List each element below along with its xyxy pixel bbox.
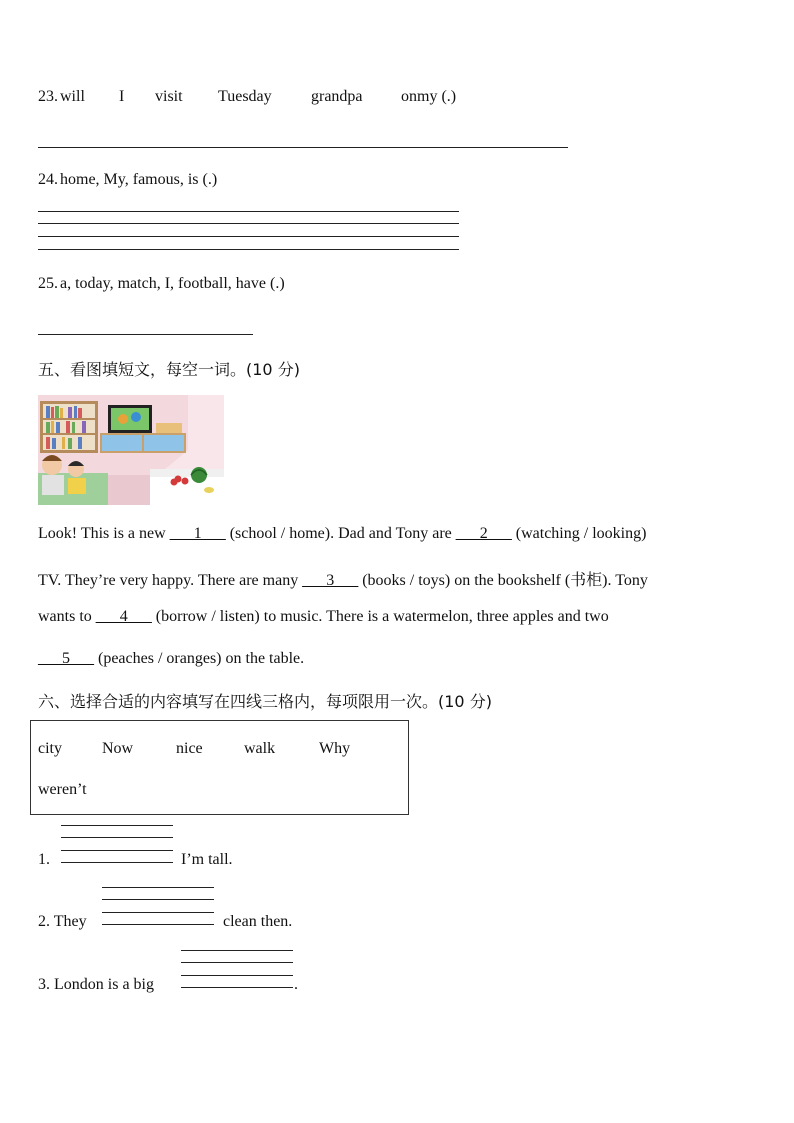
passage-text: TV. They’re very happy. There are many <box>38 572 303 589</box>
passage-line-2 <box>38 567 648 590</box>
answer-line[interactable] <box>38 236 459 237</box>
living-room-picture <box>38 395 224 505</box>
section-5-heading: 五、看图填短文，每空一词。(10 分) <box>38 360 300 379</box>
passage-text: wants to <box>38 608 96 625</box>
item-prefix: 1. <box>38 851 50 868</box>
answer-line[interactable] <box>38 211 459 212</box>
passage-text: (borrow / listen) to music. There is a watermelon, three apples and two <box>151 608 609 625</box>
passage-line-4 <box>38 650 304 668</box>
question-number: 24. <box>38 171 58 188</box>
blank-4[interactable]: ___4___ <box>95 608 152 625</box>
word-token: will <box>60 88 85 105</box>
word-bank-item[interactable]: city <box>38 740 62 757</box>
passage-text: (peaches / oranges) on the table. <box>94 650 305 667</box>
word-token: visit <box>155 88 183 105</box>
answer-line[interactable] <box>38 223 459 224</box>
word-bank-item[interactable]: weren’t <box>38 781 87 798</box>
answer-line[interactable] <box>38 334 253 335</box>
blank-5[interactable]: ___5___ <box>38 650 94 667</box>
four-line-grid[interactable] <box>61 825 173 865</box>
word-bank-item[interactable]: walk <box>244 740 276 757</box>
question-text: a, today, match, I, football, have (.) <box>60 275 285 292</box>
word-bank-box <box>30 720 409 815</box>
passage-text: Look! This is a new <box>38 525 170 542</box>
item-prefix: 2. They <box>38 913 87 930</box>
word-token: onmy (.) <box>401 88 457 105</box>
word-token: Tuesday <box>218 88 272 105</box>
word-bank-item[interactable]: nice <box>176 740 203 757</box>
four-line-grid[interactable] <box>181 950 293 990</box>
answer-line[interactable] <box>38 249 459 250</box>
blank-3[interactable]: ___3___ <box>302 572 359 589</box>
item-suffix: . <box>294 976 298 993</box>
question-text: home, My, famous, is (.) <box>60 171 218 188</box>
four-line-grid[interactable] <box>102 887 214 927</box>
passage-line-1 <box>38 525 646 543</box>
word-token: I <box>119 88 125 105</box>
blank-1[interactable]: ___1___ <box>169 525 226 542</box>
blank-2[interactable]: ___2___ <box>455 525 512 542</box>
question-number: 25. <box>38 275 58 292</box>
passage-text: (school / home). Dad and Tony are <box>225 525 456 542</box>
passage-text: (books / toys) on the bookshelf (书柜). Tony <box>358 572 648 589</box>
passage-line-3 <box>38 608 609 626</box>
passage-text: (watching / looking) <box>511 525 647 542</box>
word-token: grandpa <box>311 88 363 105</box>
item-suffix: clean then. <box>223 913 293 930</box>
answer-line[interactable] <box>38 147 568 148</box>
item-suffix: I’m tall. <box>181 851 233 868</box>
item-prefix: 3. London is a big <box>38 976 154 993</box>
word-bank-item[interactable]: Why <box>319 740 351 757</box>
question-number: 23. <box>38 88 58 105</box>
section-6-heading: 六、选择合适的内容填写在四线三格内，每项限用一次。(10 分) <box>38 692 492 711</box>
word-bank-item[interactable]: Now <box>102 740 134 757</box>
